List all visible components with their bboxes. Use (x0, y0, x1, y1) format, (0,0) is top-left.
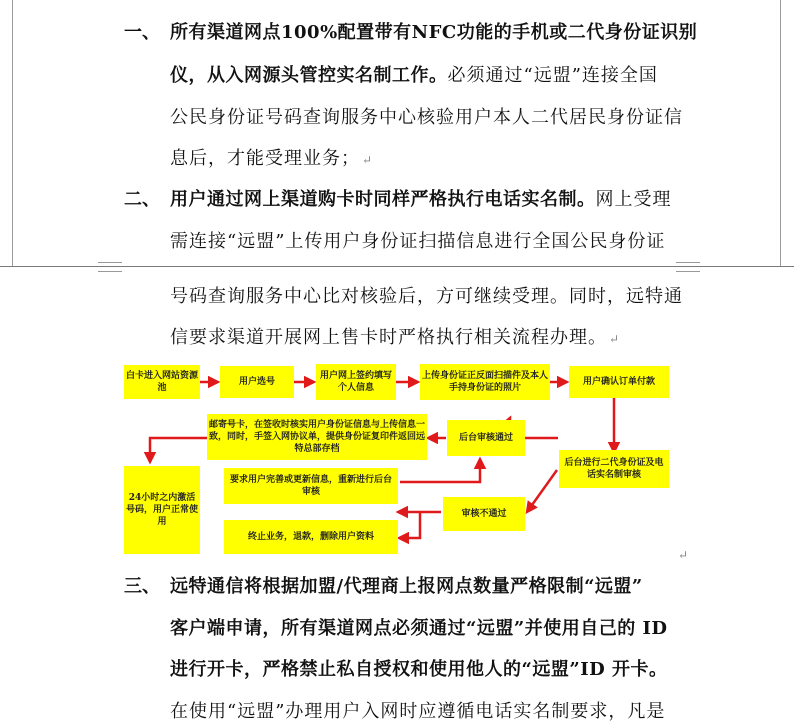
text-line: 远特通信将根据加盟/代理商上报网点数量严格限制“远盟” (170, 576, 643, 597)
flow-box-sign-online: 用户网上签约填写个人信息 (316, 364, 396, 400)
text-line: 需连接“远盟”上传用户身份证扫描信息进行全国公民身份证 (170, 231, 666, 252)
text-line: 客户端申请，所有渠道网点必须通过“远盟”并使用自己的 ID (170, 618, 668, 639)
text-line: 进行开卡，严格禁止私自授权和使用他人的“远盟”ID 开卡。 (170, 659, 668, 680)
flow-box-upload-id: 上传身份证正反面扫描件及本人手持身份证的照片 (420, 364, 550, 400)
flow-box-confirm-payment: 用户确认订单付款 (569, 366, 669, 398)
flow-box-activate: 24小时之内激活号码，用户正常使用 (124, 466, 200, 554)
flow-box-backend-review: 后台进行二代身份证及电话实名制审核 (559, 450, 669, 488)
paragraph-mark-icon: ↵ (609, 332, 621, 346)
text-line: 息后，才能受理业务； ↵ (170, 148, 374, 169)
item-number: 一、 (124, 22, 160, 43)
flow-box-review-failed: 审核不通过 (443, 497, 525, 531)
text-line: 号码查询服务中心比对核验后，方可继续受理。同时，远特通 (170, 286, 683, 307)
text-line: 信要求渠道开展网上售卡时严格执行相关流程办理。 ↵ (170, 327, 621, 348)
text-line: 在使用“远盟”办理用户入网时应遵循电话实名制要求，凡是 (170, 701, 666, 722)
text-line: 仪，从入网源头管控实名制工作。必须通过“远盟”连接全国 (170, 65, 658, 86)
text-line: 公民身份证号码查询服务中心核验用户本人二代居民身份证信 (170, 107, 683, 128)
item-number: 三、 (124, 576, 160, 597)
paragraph-mark-icon: ↵ (362, 153, 374, 167)
flow-box-update-info: 要求用户完善或更新信息，重新进行后台审核 (224, 468, 398, 504)
flow-box-review-passed: 后台审核通过 (447, 420, 525, 456)
text-line: 所有渠道网点100%配置带有NFC功能的手机或二代身份证识别 (170, 22, 698, 43)
paragraph-mark-icon: ↵ (678, 548, 689, 562)
item-number: 二、 (124, 189, 160, 210)
text-line: 用户通过网上渠道购卡时同样严格执行电话实名制。网上受理 (170, 189, 672, 210)
flow-box-white-card: 白卡进入网站资源池 (124, 365, 200, 399)
flow-box-terminate: 终止业务，退款，删除用户资料 (224, 520, 398, 554)
flow-box-select-number: 用户选号 (220, 366, 294, 398)
flow-box-mail-card: 邮寄号卡，在签收时核实用户身份证信息与上传信息一致，同时，手签入网协议单，提供身份证复印件返回远特总部存档 (207, 414, 427, 460)
